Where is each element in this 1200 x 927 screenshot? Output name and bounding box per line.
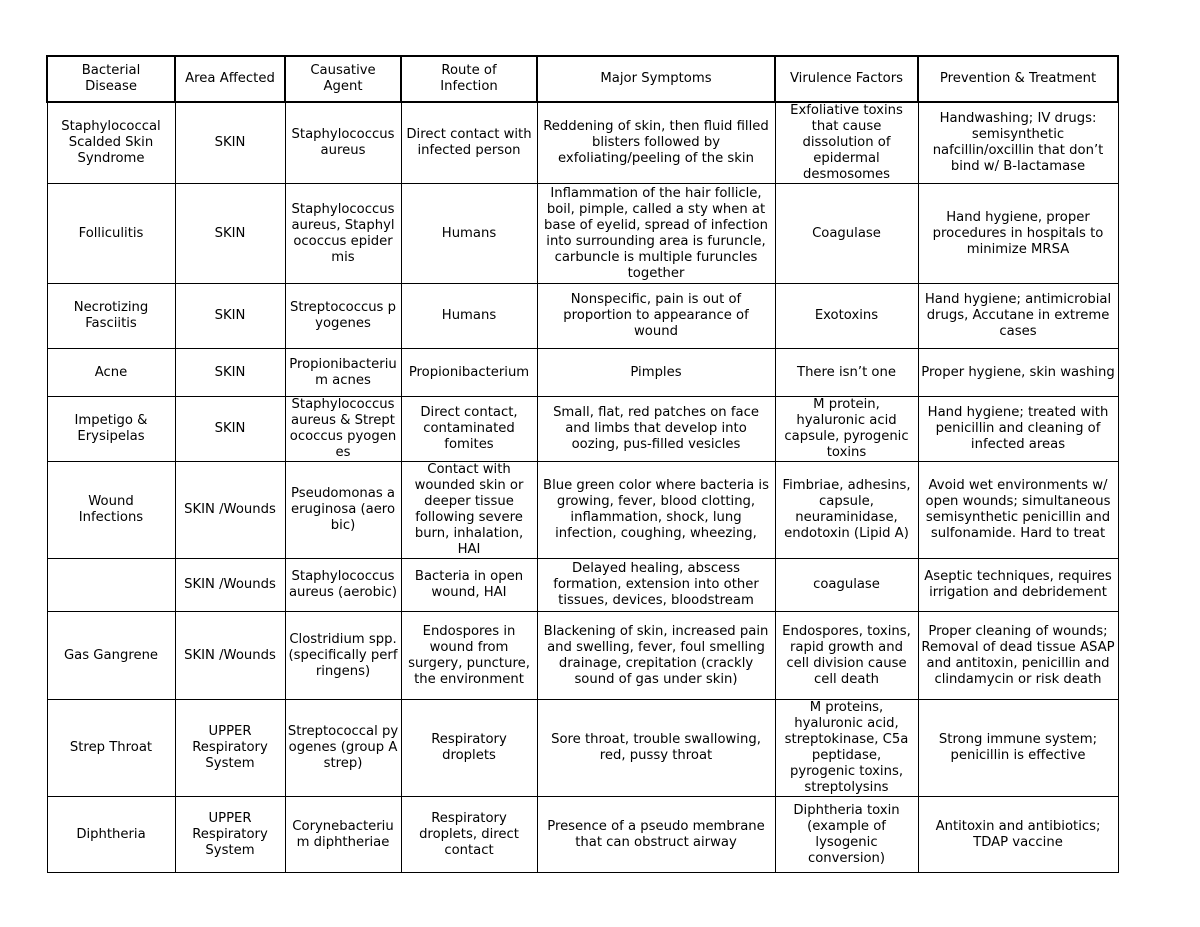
- cell-route: Contact with wounded skin or deeper tissue following severe burn, inhalation, HAI: [401, 462, 537, 559]
- cell-prevention: Proper hygiene, skin washing: [918, 349, 1118, 397]
- header-virulence-factors: Virulence Factors: [775, 56, 918, 102]
- header-row: [47, 56, 1118, 102]
- table-row: [47, 349, 1118, 397]
- table-row: [47, 462, 1118, 559]
- cell-route: Respiratory droplets: [401, 700, 537, 797]
- cell-route: Propionibacterium: [401, 349, 537, 397]
- cell-virulence: There isn’t one: [775, 349, 918, 397]
- cell-virulence: M protein, hyaluronic acid capsule, pyrogenic toxins: [775, 397, 918, 462]
- cell-route: Humans: [401, 184, 537, 284]
- cell-disease: Acne: [47, 349, 175, 397]
- cell-prevention: Hand hygiene; antimicrobial drugs, Accutane in extreme cases: [918, 284, 1118, 349]
- cell-symptoms: Nonspecific, pain is out of proportion to appearance of wound: [537, 284, 775, 349]
- table-row: [47, 612, 1118, 700]
- cell-prevention: Strong immune system; penicillin is effective: [918, 700, 1118, 797]
- cell-symptoms: Blackening of skin, increased pain and swelling, fever, foul smelling drainage, crepitation (crackly sound of gas under skin): [537, 612, 775, 700]
- cell-prevention: Antitoxin and antibiotics; TDAP vaccine: [918, 797, 1118, 873]
- cell-agent: Staphylococcus aureus, Staphylococcus epidermis: [285, 184, 401, 284]
- cell-prevention: Hand hygiene, proper procedures in hospitals to minimize MRSA: [918, 184, 1118, 284]
- table-row: [47, 397, 1118, 462]
- cell-area: UPPER Respiratory System: [175, 700, 285, 797]
- cell-disease: Strep Throat: [47, 700, 175, 797]
- cell-prevention: Hand hygiene; treated with penicillin and cleaning of infected areas: [918, 397, 1118, 462]
- header-bacterial-disease: Bacterial Disease: [47, 56, 175, 102]
- cell-symptoms: Blue green color where bacteria is growing, fever, blood clotting, inflammation, shock, lung infection, coughing, wheezing,: [537, 462, 775, 559]
- header-prevention-treatment: Prevention & Treatment: [918, 56, 1118, 102]
- cell-virulence: Fimbriae, adhesins, capsule, neuraminidase, endotoxin (Lipid A): [775, 462, 918, 559]
- cell-symptoms: Inflammation of the hair follicle, boil, pimple, called a sty when at base of eyelid, spread of infection into surrounding area is furuncle, carbuncle is multiple furuncles together: [537, 184, 775, 284]
- table-row: [47, 184, 1118, 284]
- cell-area: SKIN: [175, 397, 285, 462]
- cell-symptoms: Reddening of skin, then fluid filled blisters followed by exfoliating/peeling of the skin: [537, 102, 775, 184]
- cell-disease: Staphylococcal Scalded Skin Syndrome: [47, 102, 175, 184]
- cell-area: SKIN /Wounds: [175, 462, 285, 559]
- cell-area: SKIN: [175, 349, 285, 397]
- cell-agent: Streptococcus pyogenes: [285, 284, 401, 349]
- cell-virulence: coagulase: [775, 559, 918, 612]
- cell-virulence: Endospores, toxins, rapid growth and cell division cause cell death: [775, 612, 918, 700]
- table-row: [47, 559, 1118, 612]
- cell-disease: Necrotizing Fasciitis: [47, 284, 175, 349]
- cell-route: Bacteria in open wound, HAI: [401, 559, 537, 612]
- cell-area: SKIN /Wounds: [175, 612, 285, 700]
- cell-route: Direct contact with infected person: [401, 102, 537, 184]
- cell-route: Endospores in wound from surgery, puncture, the environment: [401, 612, 537, 700]
- cell-symptoms: Sore throat, trouble swallowing, red, pussy throat: [537, 700, 775, 797]
- cell-symptoms: Pimples: [537, 349, 775, 397]
- cell-symptoms: Delayed healing, abscess formation, extension into other tissues, devices, bloodstream: [537, 559, 775, 612]
- cell-area: SKIN /Wounds: [175, 559, 285, 612]
- cell-agent: Clostridium spp. (specifically perfringens): [285, 612, 401, 700]
- header-area-affected: Area Affected: [175, 56, 285, 102]
- header-major-symptoms: Major Symptoms: [537, 56, 775, 102]
- cell-area: UPPER Respiratory System: [175, 797, 285, 873]
- cell-disease: Impetigo & Erysipelas: [47, 397, 175, 462]
- cell-prevention: Handwashing; IV drugs: semisynthetic nafcillin/oxcillin that don’t bind w/ B-lactamase: [918, 102, 1118, 184]
- cell-route: Respiratory droplets, direct contact: [401, 797, 537, 873]
- bacterial-disease-table: [46, 55, 1119, 873]
- cell-agent: Staphylococcus aureus & Streptococcus pyogenes: [285, 397, 401, 462]
- cell-agent: Staphylococcus aureus: [285, 102, 401, 184]
- cell-virulence: Exotoxins: [775, 284, 918, 349]
- cell-agent: Propionibacterium acnes: [285, 349, 401, 397]
- table-row: [47, 700, 1118, 797]
- cell-route: Humans: [401, 284, 537, 349]
- cell-area: SKIN: [175, 184, 285, 284]
- cell-virulence: Coagulase: [775, 184, 918, 284]
- table-row: [47, 284, 1118, 349]
- table-row: [47, 102, 1118, 184]
- cell-area: SKIN: [175, 284, 285, 349]
- cell-disease: Wound Infections: [47, 462, 175, 559]
- table-body: [47, 102, 1118, 873]
- cell-agent: Streptococcal pyogenes (group A strep): [285, 700, 401, 797]
- cell-prevention: Avoid wet environments w/ open wounds; simultaneous semisynthetic penicillin and sulfonamide. Hard to treat: [918, 462, 1118, 559]
- cell-virulence: Exfoliative toxins that cause dissolution of epidermal desmosomes: [775, 102, 918, 184]
- cell-disease: Folliculitis: [47, 184, 175, 284]
- cell-prevention: Proper cleaning of wounds; Removal of dead tissue ASAP and antitoxin, penicillin and clindamycin or risk death: [918, 612, 1118, 700]
- header-causative-agent: Causative Agent: [285, 56, 401, 102]
- cell-disease: Diphtheria: [47, 797, 175, 873]
- cell-virulence: M proteins, hyaluronic acid, streptokinase, C5a peptidase, pyrogenic toxins, streptolysins: [775, 700, 918, 797]
- cell-disease: [47, 559, 175, 612]
- cell-symptoms: Presence of a pseudo membrane that can obstruct airway: [537, 797, 775, 873]
- cell-area: SKIN: [175, 102, 285, 184]
- cell-agent: Corynebacterium diphtheriae: [285, 797, 401, 873]
- table-row: [47, 797, 1118, 873]
- cell-disease: Gas Gangrene: [47, 612, 175, 700]
- header-route-of-infection: Route of Infection: [401, 56, 537, 102]
- cell-agent: Staphylococcus aureus (aerobic): [285, 559, 401, 612]
- cell-symptoms: Small, flat, red patches on face and limbs that develop into oozing, pus-filled vesicles: [537, 397, 775, 462]
- cell-virulence: Diphtheria toxin (example of lysogenic conversion): [775, 797, 918, 873]
- cell-agent: Pseudomonas aeruginosa (aerobic): [285, 462, 401, 559]
- cell-prevention: Aseptic techniques, requires irrigation and debridement: [918, 559, 1118, 612]
- cell-route: Direct contact, contaminated fomites: [401, 397, 537, 462]
